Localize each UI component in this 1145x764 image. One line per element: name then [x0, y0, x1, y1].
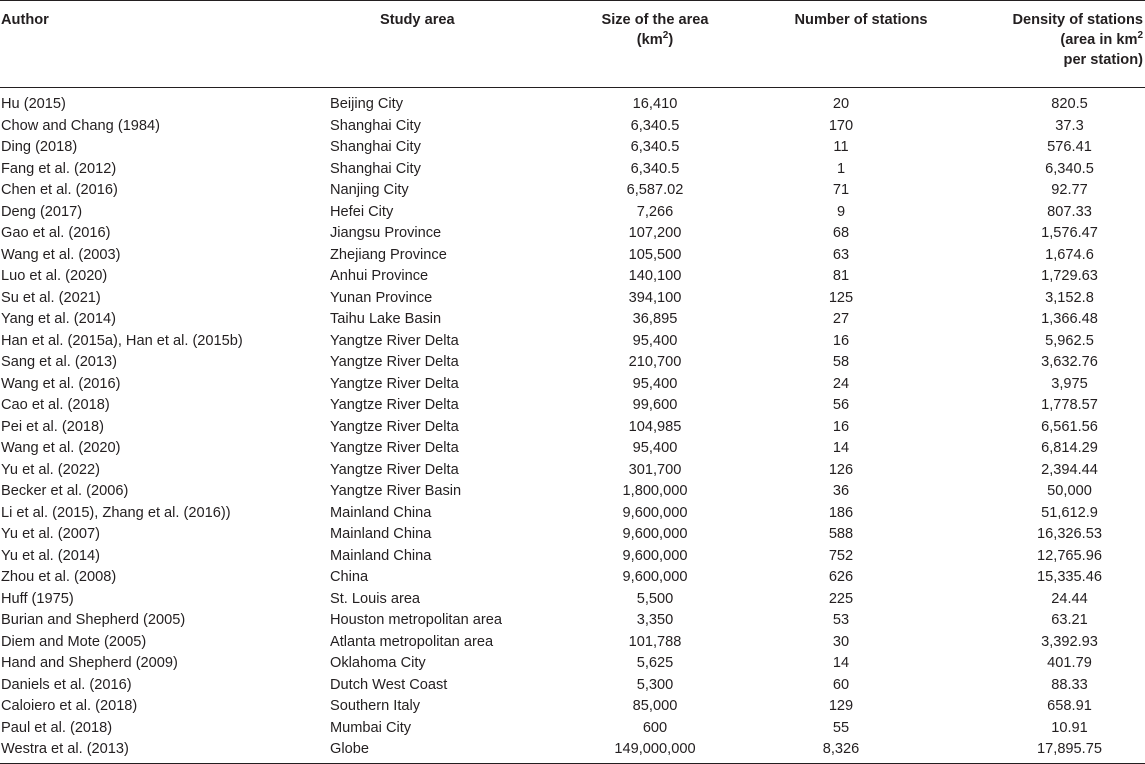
- cell-size-of-area: 9,600,000: [622, 547, 688, 564]
- table-header: [0, 1, 1145, 88]
- cell-study-area: St. Louis area: [330, 590, 421, 607]
- cell-size-of-area: 9,600,000: [622, 569, 688, 585]
- cell-number-of-stations: 24: [832, 375, 850, 392]
- table-row: [0, 309, 1145, 331]
- cell-size-of-area: 36,895: [632, 311, 678, 327]
- cell-study-area: Mainland China: [330, 504, 432, 521]
- cell-density-of-stations: 1,576.47: [1041, 225, 1098, 241]
- cell-size-of-area: 140,100: [628, 268, 682, 284]
- cell-study-area: Jiangsu Province: [330, 225, 442, 241]
- cell-size-of-area: 6,340.5: [630, 117, 680, 134]
- table-row: [0, 481, 1145, 503]
- cell-number-of-stations: 16: [832, 418, 850, 435]
- table-row: [0, 159, 1145, 181]
- header-size-unit-post: ): [668, 32, 674, 48]
- cell-author: Daniels et al. (2016): [1, 676, 132, 693]
- cell-author: Yu et al. (2022): [1, 461, 100, 478]
- cell-size-of-area: 95,400: [632, 332, 678, 349]
- cell-number-of-stations: 752: [828, 547, 854, 564]
- cell-size-of-area: 394,100: [628, 289, 682, 306]
- cell-study-area: Hefei City: [330, 203, 394, 220]
- cell-author: Su et al. (2021): [1, 289, 101, 306]
- cell-number-of-stations: 16: [832, 332, 850, 349]
- cell-density-of-stations: 88.33: [1051, 676, 1088, 693]
- cell-density-of-stations: 3,392.93: [1041, 633, 1098, 650]
- table-row: [0, 223, 1145, 245]
- cell-size-of-area: 9,600,000: [622, 504, 688, 521]
- cell-density-of-stations: 50,000: [1047, 483, 1092, 499]
- cell-size-of-area: 5,500: [636, 590, 674, 607]
- cell-number-of-stations: 14: [832, 440, 850, 456]
- cell-density-of-stations: 1,729.63: [1041, 268, 1098, 284]
- cell-number-of-stations: 63: [832, 246, 850, 263]
- cell-author: Huff (1975): [1, 590, 74, 607]
- cell-size-of-area: 105,500: [628, 246, 682, 263]
- table-row: [0, 653, 1145, 675]
- cell-number-of-stations: 14: [832, 655, 850, 671]
- cell-study-area: Shanghai City: [330, 139, 421, 155]
- cell-density-of-stations: 3,632.76: [1041, 354, 1098, 370]
- cell-number-of-stations: 1: [836, 160, 846, 177]
- cell-density-of-stations: 401.79: [1047, 655, 1092, 671]
- table-row: [0, 137, 1145, 159]
- cell-author: Yu et al. (2014): [1, 547, 100, 564]
- cell-number-of-stations: 125: [828, 289, 854, 306]
- table-row: [0, 696, 1145, 718]
- cell-size-of-area: 95,400: [632, 440, 678, 456]
- cell-size-of-area: 95,400: [632, 375, 678, 392]
- cell-density-of-stations: 6,561.56: [1041, 418, 1098, 435]
- cell-number-of-stations: 186: [828, 504, 854, 521]
- cell-author: Westra et al. (2013): [0, 739, 330, 763]
- table-row: [0, 460, 1145, 482]
- table-row: [0, 266, 1145, 288]
- cell-density-of-stations: 1,674.6: [1045, 246, 1094, 263]
- table-row: [0, 589, 1145, 611]
- cell-density-of-stations: 24.44: [1051, 590, 1088, 607]
- cell-author: Wang et al. (2003): [1, 246, 121, 263]
- table-row: [0, 438, 1145, 460]
- cell-density-of-stations: 51,612.9: [1041, 504, 1098, 521]
- cell-size-of-area: 210,700: [628, 354, 682, 370]
- table-row: [0, 331, 1145, 353]
- cell-number-of-stations: 9: [836, 203, 846, 220]
- cell-study-area: Mumbai City: [330, 719, 412, 736]
- header-number-of-stations: Number of stations: [748, 1, 974, 88]
- header-density-line1: Density of stations: [1012, 12, 1143, 28]
- cell-study-area: Yangtze River Delta: [330, 440, 459, 456]
- cell-size-of-area: 85,000: [632, 698, 678, 714]
- cell-size-of-area: 149,000,000: [562, 739, 748, 763]
- cell-size-of-area: 7,266: [636, 203, 674, 220]
- cell-author: Han et al. (2015a), Han et al. (2015b): [1, 332, 243, 349]
- cell-number-of-stations: 58: [832, 354, 850, 370]
- cell-number-of-stations: 225: [828, 590, 854, 607]
- cell-density-of-stations: 16,326.53: [1037, 526, 1102, 542]
- cell-number-of-stations: 170: [828, 117, 854, 134]
- cell-author: Becker et al. (2006): [1, 483, 129, 499]
- cell-author: Hu (2015): [1, 96, 66, 112]
- cell-density-of-stations: 92.77: [1051, 182, 1088, 198]
- cell-number-of-stations: 68: [832, 225, 850, 241]
- cell-study-area: Globe: [330, 739, 562, 763]
- table-row: [0, 524, 1145, 546]
- cell-author: Diem and Mote (2005): [1, 633, 147, 650]
- table-row: [0, 718, 1145, 740]
- cell-author: Ding (2018): [1, 139, 78, 155]
- cell-density-of-stations: 12,765.96: [1037, 547, 1102, 564]
- cell-size-of-area: 6,340.5: [630, 160, 680, 177]
- cell-study-area: Yangtze River Delta: [330, 375, 459, 392]
- cell-author: Pei et al. (2018): [1, 418, 105, 435]
- cell-study-area: Zhejiang Province: [330, 246, 447, 263]
- cell-author: Caloiero et al. (2018): [1, 698, 138, 714]
- header-density-line2: (area in km: [1060, 32, 1138, 48]
- cell-number-of-stations: 60: [832, 676, 850, 693]
- cell-author: Hand and Shepherd (2009): [1, 655, 178, 671]
- table-row: [0, 88, 1145, 116]
- cell-study-area: Shanghai City: [330, 160, 421, 177]
- header-size-line1: Size of the area: [601, 12, 709, 28]
- cell-density-of-stations: 576.41: [1047, 139, 1092, 155]
- table-row: [0, 739, 1145, 763]
- cell-number-of-stations: 81: [832, 268, 850, 284]
- cell-density-of-stations: 10.91: [1051, 719, 1088, 736]
- cell-number-of-stations: 626: [828, 569, 854, 585]
- header-author: Author: [0, 1, 330, 88]
- cell-author: Chow and Chang (1984): [1, 117, 161, 134]
- cell-author: Wang et al. (2020): [1, 440, 121, 456]
- cell-study-area: Mainland China: [330, 547, 432, 564]
- cell-density-of-stations: 820.5: [1051, 96, 1088, 112]
- cell-study-area: Taihu Lake Basin: [330, 311, 442, 327]
- cell-study-area: Yangtze River Delta: [330, 332, 459, 349]
- cell-number-of-stations: 53: [832, 612, 850, 628]
- cell-study-area: Yangtze River Delta: [330, 461, 459, 478]
- cell-density-of-stations: 1,778.57: [1041, 397, 1098, 413]
- table-row: [0, 395, 1145, 417]
- cell-number-of-stations: 55: [832, 719, 850, 736]
- header-size-of-area: [562, 1, 748, 88]
- cell-study-area: China: [330, 569, 369, 585]
- cell-study-area: Yangtze River Basin: [330, 483, 462, 499]
- table-row: [0, 352, 1145, 374]
- table-row: [0, 632, 1145, 654]
- cell-density-of-stations: 15,335.46: [1037, 569, 1102, 585]
- cell-author: Yang et al. (2014): [1, 311, 116, 327]
- cell-study-area: Yangtze River Delta: [330, 397, 459, 413]
- cell-density-of-stations: 6,814.29: [1041, 440, 1098, 456]
- cell-size-of-area: 9,600,000: [622, 526, 688, 542]
- cell-number-of-stations: 20: [832, 96, 850, 112]
- cell-density-of-stations: 5,962.5: [1045, 332, 1094, 349]
- header-density-of-stations: [974, 1, 1145, 88]
- cell-density-of-stations: 1,366.48: [1041, 311, 1098, 327]
- table-row: [0, 610, 1145, 632]
- cell-study-area: Houston metropolitan area: [330, 612, 502, 628]
- cell-size-of-area: 600: [642, 719, 668, 736]
- cell-size-of-area: 301,700: [628, 461, 682, 478]
- cell-author: Gao et al. (2016): [1, 225, 111, 241]
- cell-study-area: Oklahoma City: [330, 655, 426, 671]
- cell-density-of-stations: 3,975: [1051, 375, 1088, 392]
- table-body: [0, 88, 1145, 764]
- cell-author: Wang et al. (2016): [1, 375, 121, 392]
- cell-density-of-stations: 2,394.44: [1041, 461, 1098, 478]
- header-row: [0, 1, 1145, 88]
- cell-study-area: Yangtze River Delta: [330, 354, 459, 370]
- cell-density-of-stations: 3,152.8: [1045, 289, 1094, 306]
- table-row: [0, 202, 1145, 224]
- cell-size-of-area: 6,587.02: [626, 182, 684, 198]
- table-row: [0, 675, 1145, 697]
- header-size-unit-pre: (km: [636, 32, 663, 48]
- table-row: [0, 180, 1145, 202]
- cell-density-of-stations: 658.91: [1047, 698, 1092, 714]
- cell-study-area: Anhui Province: [330, 268, 429, 284]
- table-row: [0, 567, 1145, 589]
- cell-study-area: Dutch West Coast: [330, 676, 448, 693]
- cell-size-of-area: 99,600: [632, 397, 678, 413]
- cell-author: Yu et al. (2007): [1, 526, 100, 542]
- table-row: [0, 374, 1145, 396]
- table-row: [0, 245, 1145, 267]
- table-row: [0, 503, 1145, 525]
- cell-number-of-stations: 56: [832, 397, 850, 413]
- cell-study-area: Mainland China: [330, 526, 432, 542]
- cell-number-of-stations: 71: [832, 182, 850, 198]
- cell-density-of-stations: 807.33: [1047, 203, 1092, 220]
- cell-size-of-area: 104,985: [628, 418, 682, 435]
- header-density-line3: per station): [1063, 52, 1143, 68]
- table-row: [0, 417, 1145, 439]
- cell-study-area: Yangtze River Delta: [330, 418, 459, 435]
- cell-number-of-stations: 8,326: [748, 739, 974, 763]
- cell-size-of-area: 5,625: [636, 655, 674, 671]
- header-study-area: Study area: [330, 1, 562, 88]
- cell-study-area: Southern Italy: [330, 698, 421, 714]
- cell-number-of-stations: 126: [828, 461, 854, 478]
- cell-author: Sang et al. (2013): [1, 354, 118, 370]
- cell-size-of-area: 107,200: [628, 225, 682, 241]
- cell-author: Luo et al. (2020): [1, 268, 108, 284]
- cell-author: Deng (2017): [1, 203, 83, 220]
- cell-number-of-stations: 27: [832, 311, 850, 327]
- cell-density-of-stations: 6,340.5: [1045, 160, 1094, 177]
- cell-study-area: Nanjing City: [330, 182, 409, 198]
- cell-size-of-area: 3,350: [636, 612, 674, 628]
- cell-size-of-area: 1,800,000: [622, 483, 688, 499]
- cell-density-of-stations: 37.3: [1055, 117, 1084, 134]
- cell-study-area: Yunan Province: [330, 289, 433, 306]
- cell-author: Li et al. (2015), Zhang et al. (2016)): [1, 504, 231, 521]
- cell-author: Paul et al. (2018): [1, 719, 113, 736]
- header-size-unit-sup: 2: [662, 30, 669, 42]
- cell-number-of-stations: 11: [833, 139, 849, 155]
- cell-size-of-area: 6,340.5: [630, 139, 680, 155]
- cell-study-area: Atlanta metropolitan area: [330, 633, 494, 650]
- cell-study-area: Shanghai City: [330, 117, 421, 134]
- table-row: [0, 116, 1145, 138]
- cell-author: Cao et al. (2018): [1, 397, 110, 413]
- cell-author: Fang et al. (2012): [1, 160, 117, 177]
- header-density-line2-sup: 2: [1137, 30, 1143, 42]
- cell-size-of-area: 5,300: [636, 676, 674, 693]
- cell-number-of-stations: 30: [832, 633, 850, 650]
- table-row: [0, 288, 1145, 310]
- cell-size-of-area: 101,788: [628, 633, 682, 650]
- cell-number-of-stations: 36: [832, 483, 850, 499]
- cell-study-area: Beijing City: [330, 96, 403, 112]
- cell-size-of-area: 16,410: [632, 96, 678, 112]
- cell-author: Burian and Shepherd (2005): [1, 612, 186, 628]
- cell-density-of-stations: 17,895.75: [974, 739, 1145, 763]
- cell-author: Chen et al. (2016): [1, 182, 118, 198]
- cell-author: Zhou et al. (2008): [1, 569, 117, 585]
- cell-number-of-stations: 588: [828, 526, 854, 542]
- cell-density-of-stations: 63.21: [1051, 612, 1088, 628]
- table-row: [0, 546, 1145, 568]
- cell-number-of-stations: 129: [828, 698, 854, 714]
